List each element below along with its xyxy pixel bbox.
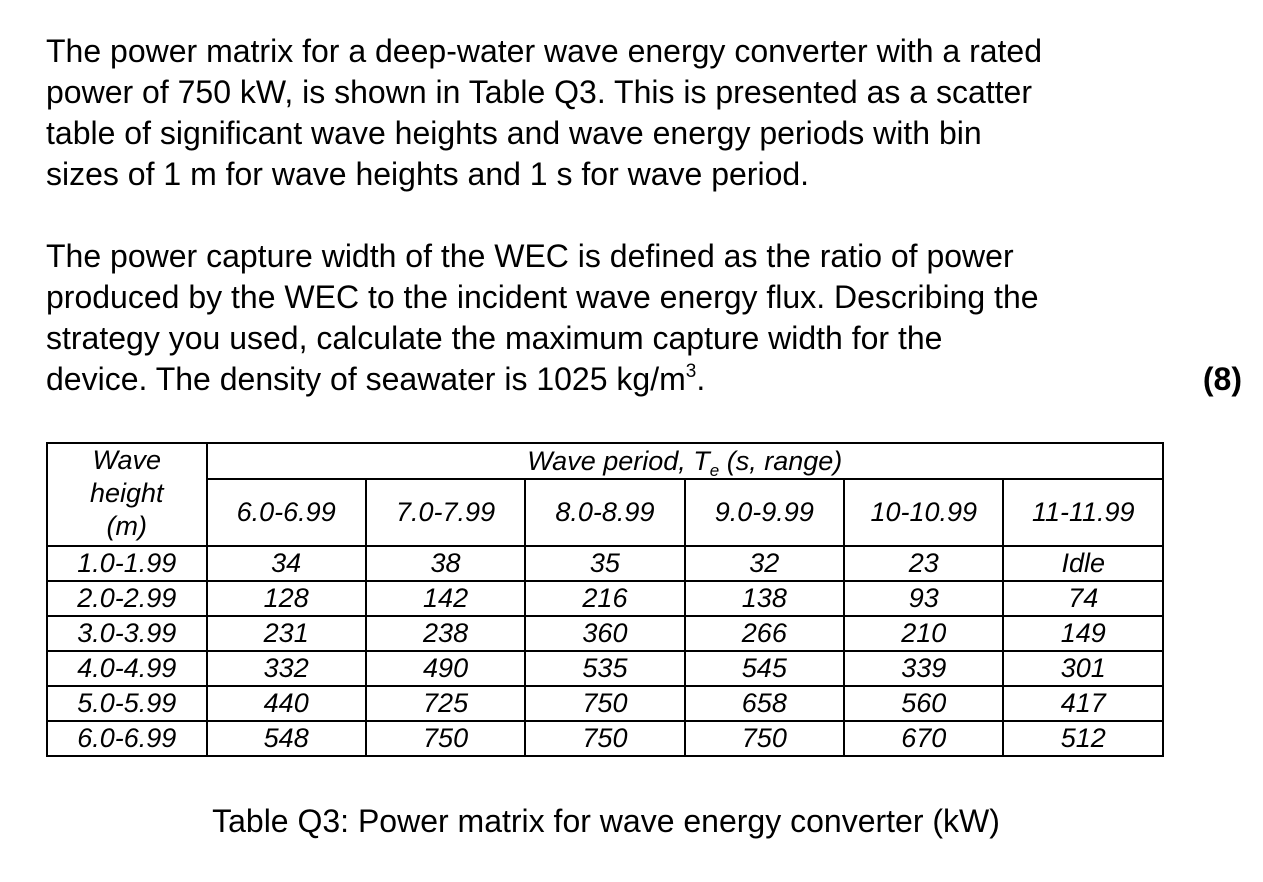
power-cell: 210 <box>844 616 1003 651</box>
text-line: The power matrix for a deep-water wave energy converter with a rated <box>46 33 1043 69</box>
power-cell: Idle <box>1003 546 1163 581</box>
wave-period-header <box>207 443 1164 479</box>
wave-height-cell: 4.0-4.99 <box>47 651 207 686</box>
power-cell: 535 <box>525 651 684 686</box>
table-row <box>47 686 1163 721</box>
text-line-last <box>46 359 1186 400</box>
power-cell: 142 <box>366 581 525 616</box>
text-line: strategy you used, calculate the maximum capture width for the <box>46 320 943 356</box>
corner-line: Wave <box>92 445 162 475</box>
power-cell: 560 <box>844 686 1003 721</box>
power-cell: 35 <box>525 546 684 581</box>
power-cell: 149 <box>1003 616 1163 651</box>
period-title-text: Wave period, T <box>527 445 710 476</box>
power-cell: 128 <box>207 581 366 616</box>
power-cell: 301 <box>1003 651 1163 686</box>
power-cell: 339 <box>844 651 1003 686</box>
power-cell: 74 <box>1003 581 1163 616</box>
period-title-subscript: e <box>709 460 720 480</box>
power-cell: 512 <box>1003 721 1163 756</box>
power-cell: 417 <box>1003 686 1163 721</box>
power-cell: 670 <box>844 721 1003 756</box>
wave-height-cell: 3.0-3.99 <box>47 616 207 651</box>
table-caption: Table Q3: Power matrix for wave energy converter (kW) <box>212 803 1000 839</box>
wave-height-header <box>47 443 207 546</box>
text-line: The power capture width of the WEC is defined as the ratio of power <box>46 238 1014 274</box>
power-cell: 231 <box>207 616 366 651</box>
power-cell: 34 <box>207 546 366 581</box>
table-row <box>47 721 1163 756</box>
period-column-header: 10-10.99 <box>844 479 1003 546</box>
power-cell: 360 <box>525 616 684 651</box>
power-cell: 238 <box>366 616 525 651</box>
power-cell: 23 <box>844 546 1003 581</box>
wave-height-cell: 2.0-2.99 <box>47 581 207 616</box>
period-column-header: 7.0-7.99 <box>366 479 525 546</box>
table-row <box>47 651 1163 686</box>
period-column-header: 11-11.99 <box>1003 479 1163 546</box>
corner-line: (m) <box>106 511 147 541</box>
period-columns-row <box>47 479 1163 546</box>
power-cell: 548 <box>207 721 366 756</box>
power-cell: 93 <box>844 581 1003 616</box>
wave-height-cell: 5.0-5.99 <box>47 686 207 721</box>
question-paragraph-1 <box>46 31 1186 195</box>
text-line: power of 750 kW, is shown in Table Q3. This is presented as a scatter <box>46 74 1032 110</box>
text-line: table of significant wave heights and wave energy periods with bin <box>46 115 982 151</box>
text-line: sizes of 1 m for wave heights and 1 s for wave period. <box>46 156 810 192</box>
power-matrix-table <box>46 442 1164 757</box>
power-cell: 490 <box>366 651 525 686</box>
power-cell: 658 <box>685 686 844 721</box>
period-column-header: 8.0-8.99 <box>525 479 684 546</box>
table-row <box>47 616 1163 651</box>
table-row <box>47 581 1163 616</box>
power-cell: 440 <box>207 686 366 721</box>
sentence-end: . <box>696 361 706 397</box>
power-cell: 266 <box>685 616 844 651</box>
power-cell: 545 <box>685 651 844 686</box>
period-title-range: (s, range) <box>719 445 843 476</box>
period-column-header: 6.0-6.99 <box>207 479 366 546</box>
power-cell: 750 <box>525 686 684 721</box>
power-cell: 750 <box>366 721 525 756</box>
power-cell: 725 <box>366 686 525 721</box>
period-column-header: 9.0-9.99 <box>685 479 844 546</box>
power-cell: 750 <box>685 721 844 756</box>
power-cell: 138 <box>685 581 844 616</box>
marks-label: (8) <box>1202 361 1242 397</box>
density-text: device. The density of seawater is 1025 kg/m <box>46 361 686 397</box>
unit-superscript: 3 <box>685 361 697 382</box>
header-row <box>47 443 1163 479</box>
question-paragraph-2 <box>46 236 1186 400</box>
power-cell: 38 <box>366 546 525 581</box>
power-cell: 332 <box>207 651 366 686</box>
wave-height-cell: 1.0-1.99 <box>47 546 207 581</box>
power-cell: 216 <box>525 581 684 616</box>
table-row <box>47 546 1163 581</box>
corner-line: height <box>89 478 164 508</box>
power-cell: 750 <box>525 721 684 756</box>
text-line: produced by the WEC to the incident wave energy flux. Describing the <box>46 279 1039 315</box>
power-cell: 32 <box>685 546 844 581</box>
wave-height-cell: 6.0-6.99 <box>47 721 207 756</box>
